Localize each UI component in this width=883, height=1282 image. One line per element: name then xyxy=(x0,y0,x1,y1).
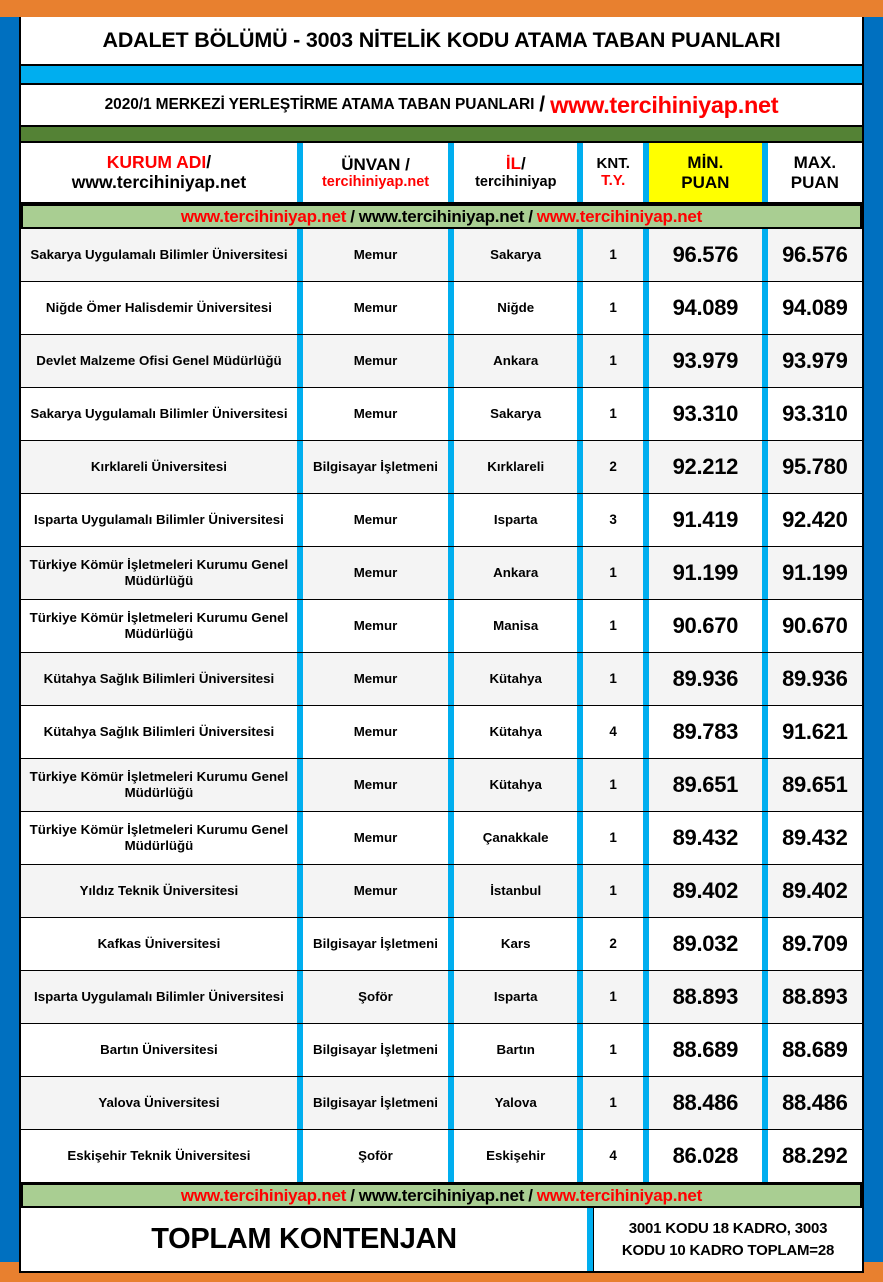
table-row[interactable] xyxy=(21,812,862,865)
cell-kontenjan-text: 1 xyxy=(609,617,617,633)
decorative-left-bar xyxy=(0,17,19,1262)
cell-kontenjan xyxy=(583,1077,643,1129)
cell-kurum xyxy=(21,653,297,705)
cell-unvan xyxy=(303,388,448,440)
table-row[interactable] xyxy=(21,865,862,918)
column-header-il-line2: tercihiniyap xyxy=(475,174,557,191)
cell-max-puan-text: 91.199 xyxy=(782,559,848,585)
cell-min-puan-text: 91.199 xyxy=(672,559,739,585)
column-header-il-slash: / xyxy=(520,154,526,174)
cell-unvan-text: Memur xyxy=(353,723,398,739)
cell-unvan-text: Şoför xyxy=(358,988,393,1004)
cell-il-text: Isparta xyxy=(493,988,538,1004)
column-header-kurum-line2: www.tercihiniyap.net xyxy=(71,171,247,192)
cell-kurum xyxy=(21,282,297,334)
cell-kontenjan-text: 1 xyxy=(609,405,617,421)
scores-table xyxy=(19,141,864,1208)
decorative-top-bar xyxy=(0,0,883,17)
table-body xyxy=(21,229,862,1183)
cell-min-puan-text: 89.783 xyxy=(672,718,739,744)
cell-kurum-text: Türkiye Kömür İşletmeleri Kurumu Genel Müdürlüğü xyxy=(29,821,289,853)
cell-kontenjan xyxy=(583,600,643,652)
cell-max-puan xyxy=(768,282,862,334)
cell-il-text: Kars xyxy=(500,935,531,951)
cell-max-puan-text: 89.709 xyxy=(782,930,848,956)
cell-kurum xyxy=(21,1077,297,1129)
cell-il-text: Ankara xyxy=(493,564,539,580)
cell-unvan-text: Şoför xyxy=(358,1147,393,1163)
cell-max-puan-text: 93.979 xyxy=(782,347,848,373)
table-row[interactable] xyxy=(21,918,862,971)
cell-kontenjan xyxy=(583,547,643,599)
cell-min-puan xyxy=(649,865,762,917)
cell-kurum-text: Sakarya Uygulamalı Bilimler Üniversitesi xyxy=(30,246,288,262)
cell-max-puan xyxy=(768,971,862,1023)
cell-kontenjan xyxy=(583,282,643,334)
cell-kurum xyxy=(21,971,297,1023)
cell-kontenjan-text: 1 xyxy=(609,988,617,1004)
table-row[interactable] xyxy=(21,335,862,388)
cell-unvan xyxy=(303,706,448,758)
promo-link-1[interactable]: www.tercihiniyap.net xyxy=(180,206,347,226)
cell-kurum xyxy=(21,865,297,917)
cell-kontenjan-text: 2 xyxy=(609,935,617,951)
cell-max-puan xyxy=(768,229,862,281)
promo-separator-1: / xyxy=(350,1185,355,1205)
cell-max-puan xyxy=(768,759,862,811)
cell-unvan xyxy=(303,759,448,811)
cell-kurum-text: Kütahya Sağlık Bilimleri Üniversitesi xyxy=(43,670,275,686)
column-header-max-puan xyxy=(768,143,862,202)
cell-unvan xyxy=(303,971,448,1023)
cell-kurum-text: Eskişehir Teknik Üniversitesi xyxy=(67,1147,251,1163)
cell-kurum xyxy=(21,547,297,599)
cell-unvan xyxy=(303,865,448,917)
cell-kontenjan xyxy=(583,706,643,758)
cell-min-puan-text: 89.936 xyxy=(672,665,739,691)
table-row[interactable] xyxy=(21,600,862,653)
cell-kontenjan xyxy=(583,759,643,811)
cell-unvan xyxy=(303,335,448,387)
table-row[interactable] xyxy=(21,229,862,282)
cell-min-puan xyxy=(649,388,762,440)
cell-max-puan xyxy=(768,812,862,864)
cell-il xyxy=(454,441,577,493)
cell-unvan xyxy=(303,1024,448,1076)
table-row[interactable] xyxy=(21,706,862,759)
subtitle-banner xyxy=(19,83,864,127)
cell-unvan-text: Memur xyxy=(353,829,398,845)
cell-kontenjan xyxy=(583,1130,643,1182)
cell-unvan xyxy=(303,918,448,970)
column-header-min-line2: PUAN xyxy=(681,172,730,192)
cell-kurum-text: Sakarya Uygulamalı Bilimler Üniversitesi xyxy=(30,405,288,421)
promo-banner-bottom xyxy=(21,1183,862,1208)
cell-unvan xyxy=(303,600,448,652)
page-title xyxy=(19,17,864,66)
cell-kurum xyxy=(21,706,297,758)
subtitle-website-link[interactable]: www.tercihiniyap.net xyxy=(550,91,779,118)
promo-link-2[interactable]: www.tercihiniyap.net xyxy=(358,206,525,226)
cell-unvan-text: Bilgisayar İşletmeni xyxy=(313,1094,438,1110)
cell-min-puan xyxy=(649,335,762,387)
promo-separator-2: / xyxy=(528,1185,533,1205)
cell-max-puan xyxy=(768,441,862,493)
cell-max-puan-text: 88.893 xyxy=(782,983,848,1009)
cell-il xyxy=(454,547,577,599)
table-row[interactable] xyxy=(21,388,862,441)
cell-kurum xyxy=(21,759,297,811)
column-header-kurum xyxy=(21,143,297,202)
content-area xyxy=(19,17,864,1262)
table-header-row xyxy=(21,141,862,204)
cell-il-text: Ankara xyxy=(493,352,539,368)
cell-kontenjan xyxy=(583,335,643,387)
cell-kurum-text: Isparta Uygulamalı Bilimler Üniversitesi xyxy=(34,988,284,1004)
table-row[interactable] xyxy=(21,1130,862,1183)
column-header-kurum-line1: KURUM ADI xyxy=(106,151,207,172)
cell-max-puan xyxy=(768,388,862,440)
cell-min-puan-text: 88.486 xyxy=(672,1089,739,1115)
cell-min-puan-text: 92.212 xyxy=(672,453,739,479)
table-row[interactable] xyxy=(21,971,862,1024)
footer-total-label-cell xyxy=(21,1208,587,1271)
cell-min-puan-text: 88.893 xyxy=(672,983,739,1009)
cell-min-puan-text: 86.028 xyxy=(672,1142,739,1168)
cell-kontenjan xyxy=(583,971,643,1023)
cell-max-puan-text: 91.621 xyxy=(782,718,848,744)
cell-il xyxy=(454,865,577,917)
cell-il xyxy=(454,918,577,970)
cell-il-text: Manisa xyxy=(493,617,539,633)
cell-unvan xyxy=(303,1077,448,1129)
cell-min-puan xyxy=(649,441,762,493)
cyan-divider-strip xyxy=(19,66,864,83)
column-header-max-line2: PUAN xyxy=(790,172,839,192)
cell-kontenjan-text: 1 xyxy=(609,670,617,686)
cell-kurum-text: Yalova Üniversitesi xyxy=(98,1094,220,1110)
promo-link-1[interactable]: www.tercihiniyap.net xyxy=(180,1185,347,1205)
column-header-min-line1: MİN. xyxy=(687,153,724,173)
promo-banner-top xyxy=(21,204,862,229)
cell-kontenjan xyxy=(583,494,643,546)
cell-kontenjan-text: 1 xyxy=(609,882,617,898)
cell-kontenjan-text: 4 xyxy=(609,1147,617,1163)
cell-kurum-text: Türkiye Kömür İşletmeleri Kurumu Genel Müdürlüğü xyxy=(29,609,289,641)
footer-summary-line1: 3001 KODU 18 KADRO, 3003 xyxy=(628,1219,828,1237)
cell-max-puan-text: 89.402 xyxy=(782,877,848,903)
cell-il xyxy=(454,1077,577,1129)
cell-min-puan-text: 91.419 xyxy=(672,506,739,532)
table-row[interactable] xyxy=(21,653,862,706)
cell-kontenjan-text: 1 xyxy=(609,564,617,580)
cell-min-puan xyxy=(649,600,762,652)
cell-kurum-text: Kafkas Üniversitesi xyxy=(97,935,221,951)
cell-il xyxy=(454,653,577,705)
cell-kurum xyxy=(21,388,297,440)
table-footer xyxy=(19,1208,864,1273)
subtitle-text: 2020/1 MERKEZİ YERLEŞTİRME ATAMA TABAN PUANLARI xyxy=(104,96,535,113)
cell-il xyxy=(454,388,577,440)
cell-kurum xyxy=(21,600,297,652)
cell-unvan-text: Memur xyxy=(353,405,398,421)
column-header-max-line1: MAX. xyxy=(793,153,837,173)
cell-kurum-text: Yıldız Teknik Üniversitesi xyxy=(79,882,239,898)
cell-unvan-text: Memur xyxy=(353,299,398,315)
cell-min-puan xyxy=(649,971,762,1023)
cell-max-puan xyxy=(768,1077,862,1129)
cell-min-puan xyxy=(649,812,762,864)
cell-kurum xyxy=(21,812,297,864)
cell-min-puan xyxy=(649,653,762,705)
cell-max-puan-text: 88.689 xyxy=(782,1036,848,1062)
cell-il xyxy=(454,335,577,387)
cell-il xyxy=(454,494,577,546)
cell-max-puan-text: 88.486 xyxy=(782,1089,848,1115)
promo-separator-2: / xyxy=(528,206,533,226)
cell-unvan-text: Memur xyxy=(353,352,398,368)
cell-max-puan-text: 90.670 xyxy=(782,612,848,638)
cell-il-text: Çanakkale xyxy=(482,829,549,845)
promo-separator-1: / xyxy=(350,206,355,226)
cell-kontenjan-text: 4 xyxy=(609,723,617,739)
cell-unvan-text: Bilgisayar İşletmeni xyxy=(313,1041,438,1057)
cell-max-puan xyxy=(768,706,862,758)
column-header-knt-line1: KNT. xyxy=(596,154,630,172)
cell-kontenjan xyxy=(583,812,643,864)
column-header-unvan xyxy=(303,143,448,202)
cell-kontenjan xyxy=(583,441,643,493)
cell-kurum xyxy=(21,335,297,387)
cell-kontenjan-text: 1 xyxy=(609,246,617,262)
column-header-kontenjan xyxy=(583,143,643,202)
cell-il-text: Sakarya xyxy=(490,246,542,262)
table-row[interactable] xyxy=(21,282,862,335)
promo-link-3[interactable]: www.tercihiniyap.net xyxy=(536,206,703,226)
cell-max-puan-text: 95.780 xyxy=(782,453,848,479)
cell-il-text: Bartın xyxy=(496,1041,535,1057)
page-title-text: ADALET BÖLÜMÜ - 3003 NİTELİK KODU ATAMA TABAN PUANLARI xyxy=(102,28,781,52)
cell-il xyxy=(454,971,577,1023)
cell-unvan-text: Bilgisayar İşletmeni xyxy=(313,458,438,474)
cell-unvan xyxy=(303,812,448,864)
cell-kontenjan xyxy=(583,229,643,281)
cell-max-puan-text: 96.576 xyxy=(782,241,848,267)
footer-summary-line2: KODU 10 KADRO TOPLAM=28 xyxy=(621,1241,835,1259)
cell-min-puan xyxy=(649,1130,762,1182)
cell-kontenjan-text: 1 xyxy=(609,776,617,792)
table-row[interactable] xyxy=(21,759,862,812)
cell-min-puan-text: 93.979 xyxy=(672,347,739,373)
cell-min-puan xyxy=(649,547,762,599)
cell-max-puan-text: 89.651 xyxy=(782,771,848,797)
column-header-unvan-line1: ÜNVAN / xyxy=(341,154,410,174)
cell-kontenjan xyxy=(583,865,643,917)
cell-min-puan-text: 90.670 xyxy=(672,612,739,638)
cell-unvan xyxy=(303,653,448,705)
cell-unvan-text: Memur xyxy=(353,882,398,898)
cell-il xyxy=(454,706,577,758)
cell-max-puan xyxy=(768,1024,862,1076)
cell-unvan xyxy=(303,494,448,546)
cell-max-puan-text: 89.936 xyxy=(782,665,848,691)
cell-kurum xyxy=(21,1024,297,1076)
cell-unvan-text: Memur xyxy=(353,617,398,633)
cell-kontenjan-text: 1 xyxy=(609,829,617,845)
cell-il-text: Kütahya xyxy=(489,776,542,792)
cell-min-puan-text: 89.651 xyxy=(672,771,739,797)
table-row[interactable] xyxy=(21,494,862,547)
decorative-right-bar xyxy=(864,17,883,1262)
cell-max-puan-text: 93.310 xyxy=(782,400,848,426)
cell-unvan-text: Memur xyxy=(353,246,398,262)
cell-max-puan xyxy=(768,547,862,599)
cell-il xyxy=(454,282,577,334)
column-header-kurum-slash: / xyxy=(206,151,212,172)
table-row[interactable] xyxy=(21,441,862,494)
cell-unvan xyxy=(303,441,448,493)
table-row[interactable] xyxy=(21,1024,862,1077)
cell-kurum-text: Devlet Malzeme Ofisi Genel Müdürlüğü xyxy=(36,352,282,368)
cell-il-text: Isparta xyxy=(493,511,538,527)
cell-min-puan xyxy=(649,759,762,811)
cell-kontenjan-text: 1 xyxy=(609,352,617,368)
cell-kurum xyxy=(21,494,297,546)
cell-kontenjan xyxy=(583,653,643,705)
cell-min-puan-text: 96.576 xyxy=(672,241,739,267)
cell-min-puan xyxy=(649,282,762,334)
cell-kontenjan-text: 1 xyxy=(609,1041,617,1057)
cell-kurum xyxy=(21,441,297,493)
cell-max-puan-text: 88.292 xyxy=(782,1142,848,1168)
cell-il xyxy=(454,1130,577,1182)
cell-min-puan-text: 93.310 xyxy=(672,400,739,426)
cell-kontenjan xyxy=(583,388,643,440)
cell-max-puan xyxy=(768,918,862,970)
cell-unvan-text: Bilgisayar İşletmeni xyxy=(313,935,438,951)
cell-kurum xyxy=(21,918,297,970)
cell-max-puan xyxy=(768,494,862,546)
cell-unvan-text: Memur xyxy=(353,564,398,580)
cell-min-puan-text: 89.402 xyxy=(672,877,739,903)
cell-min-puan-text: 89.432 xyxy=(672,824,739,850)
cell-kurum xyxy=(21,1130,297,1182)
cell-unvan-text: Memur xyxy=(353,670,398,686)
cell-kurum-text: Türkiye Kömür İşletmeleri Kurumu Genel Müdürlüğü xyxy=(29,768,289,800)
cell-il-text: İstanbul xyxy=(490,882,542,898)
promo-link-2[interactable]: www.tercihiniyap.net xyxy=(358,1185,525,1205)
promo-link-3[interactable]: www.tercihiniyap.net xyxy=(536,1185,703,1205)
cell-unvan xyxy=(303,547,448,599)
cell-min-puan-text: 89.032 xyxy=(672,930,739,956)
cell-min-puan-text: 88.689 xyxy=(672,1036,739,1062)
cell-unvan xyxy=(303,282,448,334)
cell-max-puan xyxy=(768,1130,862,1182)
cell-il-text: Kırklareli xyxy=(487,458,545,474)
cell-kontenjan-text: 3 xyxy=(609,511,617,527)
subtitle-separator: / xyxy=(539,93,546,116)
cell-il-text: Kütahya xyxy=(489,670,542,686)
cell-kurum-text: Türkiye Kömür İşletmeleri Kurumu Genel Müdürlüğü xyxy=(29,556,289,588)
cell-kontenjan-text: 2 xyxy=(609,458,617,474)
cell-kontenjan xyxy=(583,1024,643,1076)
cell-il xyxy=(454,600,577,652)
cell-il-text: Kütahya xyxy=(489,723,542,739)
cell-kurum-text: Isparta Uygulamalı Bilimler Üniversitesi xyxy=(34,511,284,527)
cell-il xyxy=(454,812,577,864)
column-header-knt-line2: T.Y. xyxy=(601,171,626,189)
table-row[interactable] xyxy=(21,1077,862,1130)
cell-kurum-text: Niğde Ömer Halisdemir Üniversitesi xyxy=(45,299,272,315)
cell-max-puan xyxy=(768,335,862,387)
cell-il-text: Eskişehir xyxy=(486,1147,546,1163)
table-row[interactable] xyxy=(21,547,862,600)
column-header-il xyxy=(454,143,577,202)
cell-kurum-text: Kırklareli Üniversitesi xyxy=(90,458,227,474)
cell-max-puan xyxy=(768,653,862,705)
cell-il xyxy=(454,1024,577,1076)
cell-unvan-text: Memur xyxy=(353,511,398,527)
cell-il-text: Niğde xyxy=(497,299,535,315)
cell-max-puan-text: 89.432 xyxy=(782,824,848,850)
cell-kurum-text: Kütahya Sağlık Bilimleri Üniversitesi xyxy=(43,723,275,739)
cell-max-puan xyxy=(768,865,862,917)
cell-min-puan xyxy=(649,494,762,546)
cell-kontenjan-text: 1 xyxy=(609,1094,617,1110)
cell-unvan-text: Memur xyxy=(353,776,398,792)
column-header-unvan-line2: tercihiniyap.net xyxy=(321,173,430,190)
cell-il xyxy=(454,759,577,811)
cell-kontenjan-text: 1 xyxy=(609,299,617,315)
cell-kurum-text: Bartın Üniversitesi xyxy=(100,1041,218,1057)
cell-unvan xyxy=(303,1130,448,1182)
cell-min-puan xyxy=(649,706,762,758)
cell-min-puan xyxy=(649,1024,762,1076)
column-header-il-line1: İL xyxy=(505,154,521,174)
cell-min-puan xyxy=(649,1077,762,1129)
cell-min-puan-text: 94.089 xyxy=(672,294,739,320)
cell-max-puan-text: 92.420 xyxy=(782,506,848,532)
cell-kontenjan xyxy=(583,918,643,970)
cell-il-text: Sakarya xyxy=(490,405,542,421)
green-divider-strip xyxy=(19,127,864,141)
cell-max-puan xyxy=(768,600,862,652)
column-header-min-puan xyxy=(649,143,762,202)
cell-min-puan xyxy=(649,918,762,970)
cell-il xyxy=(454,229,577,281)
footer-summary-cell xyxy=(593,1208,862,1271)
cell-kurum xyxy=(21,229,297,281)
cell-min-puan xyxy=(649,229,762,281)
cell-unvan xyxy=(303,229,448,281)
cell-il-text: Yalova xyxy=(494,1094,537,1110)
cell-max-puan-text: 94.089 xyxy=(782,294,848,320)
footer-total-label: TOPLAM KONTENJAN xyxy=(151,1223,457,1255)
